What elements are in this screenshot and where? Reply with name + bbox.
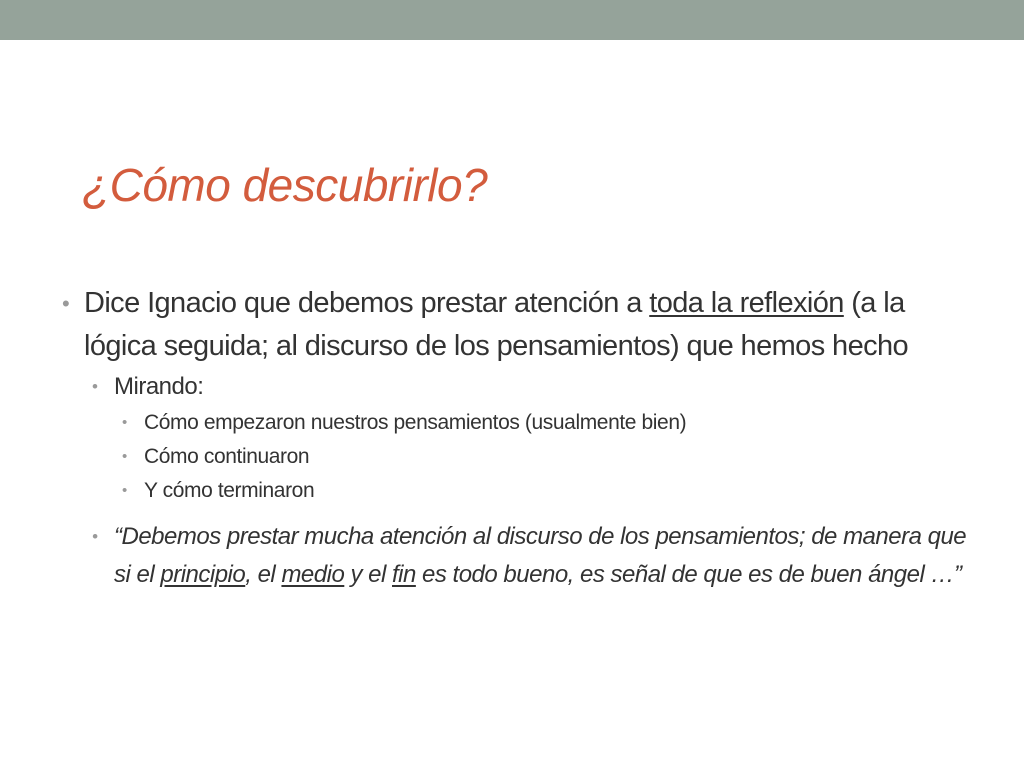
bullet-main-underlined: toda la reflexión	[649, 287, 844, 319]
bullet-marker: •	[122, 414, 127, 431]
bullet-marker: •	[92, 377, 98, 396]
list-item	[122, 406, 982, 440]
quote-part-2: , el	[245, 561, 282, 588]
bullet-main-text-after: (a la lógica seguida; al discurso de los pensamientos) que hemos hecho	[84, 287, 909, 362]
top-accent-bar	[0, 0, 1024, 40]
bullet-main-text-before: Dice Ignacio que debemos prestar atención a	[84, 287, 650, 319]
quote-part-3: y el	[344, 561, 392, 588]
list-item-text: Cómo continuaron	[144, 445, 310, 468]
list-item-text: Cómo empezaron nuestros pensamientos (usualmente bien)	[144, 411, 687, 434]
bullet-marker: •	[62, 291, 70, 316]
quote-underline-fin: fin	[392, 561, 416, 588]
bullet-marker: •	[92, 527, 98, 546]
quote-part-1: “Debemos prestar mucha atención al discurso de los pensamientos; de manera que si el	[114, 523, 967, 588]
quote-underline-principio: principio	[160, 561, 246, 588]
quote-part-4: es todo bueno, es señal de que es de buen ángel …”	[415, 561, 962, 588]
mirando-sublist	[62, 406, 982, 508]
bullet-mirando	[92, 368, 974, 406]
list-item	[122, 440, 982, 474]
bullet-marker: •	[122, 482, 127, 499]
bullet-marker: •	[122, 448, 127, 465]
bullet-mirando-label: Mirando:	[114, 373, 204, 400]
bullet-main	[62, 282, 964, 368]
list-item-text: Y cómo terminaron	[144, 479, 315, 502]
quote-underline-medio: medio	[281, 561, 345, 588]
list-item	[122, 474, 982, 508]
slide-content	[62, 282, 982, 594]
bullet-quote	[92, 518, 974, 594]
slide-title: ¿Cómo descubrirlo?	[82, 159, 488, 211]
